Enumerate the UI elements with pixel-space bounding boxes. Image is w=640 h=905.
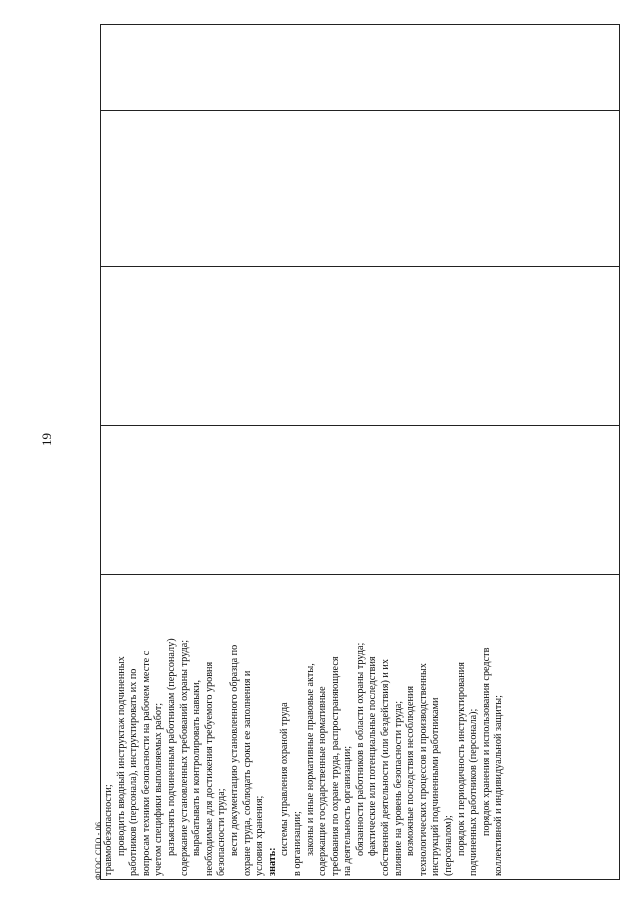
requirement-line: возможные последствия несоблюдения bbox=[405, 685, 417, 856]
requirement-line: условия хранения; bbox=[254, 795, 266, 876]
page-number: 19 bbox=[39, 433, 54, 446]
requirement-line: порядок и периодичность инструктирования bbox=[455, 662, 467, 856]
empty-cell bbox=[101, 25, 620, 111]
requirement-line: безопасности труда; bbox=[216, 788, 228, 876]
requirement-line: работников (персонала), инструктировать их по bbox=[128, 668, 140, 876]
requirement-line: на деятельность организации; bbox=[342, 745, 354, 876]
requirement-line: законы и иные нормативные правовые акты, bbox=[304, 663, 316, 856]
requirement-line: (персоналом); bbox=[443, 815, 455, 876]
requirement-line: подчиненных работников (персонала); bbox=[468, 708, 480, 876]
footer-code: ФГОС СПО - 06 bbox=[94, 821, 103, 880]
requirement-line: разъяснять подчиненным работникам (персоналу) bbox=[165, 638, 177, 856]
empty-cell bbox=[101, 267, 620, 426]
requirement-line: содержащие государственные нормативные bbox=[317, 686, 329, 876]
requirement-line: учетом специфики выполняемых работ; bbox=[153, 702, 165, 876]
requirements-text bbox=[101, 575, 506, 879]
requirement-line: вести документацию установленного образца по bbox=[228, 644, 240, 856]
requirement-line: в организации; bbox=[291, 811, 303, 876]
requirement-line: порядок хранения и использования средств bbox=[480, 647, 492, 836]
requirement-line: содержание установленных требований охраны труда; bbox=[178, 639, 190, 876]
requirement-line: требования по охране труда, распространяющиеся bbox=[329, 656, 341, 876]
requirement-line: коллективной и индивидуальной защиты; bbox=[493, 695, 505, 876]
empty-cell bbox=[101, 426, 620, 575]
requirement-line: инструкций подчиненными работниками bbox=[430, 697, 442, 876]
requirement-line: фактические или потенциальные последствия bbox=[367, 656, 379, 856]
requirement-line: проводить вводный инструктаж подчиненных bbox=[115, 656, 127, 856]
requirement-line: обязанности работников в области охраны труда; bbox=[354, 642, 366, 856]
requirement-line: вырабатывать и контролировать навыки, bbox=[191, 679, 203, 856]
requirement-line: травмобезопасности; bbox=[103, 784, 114, 876]
landscape-page bbox=[100, 30, 620, 880]
requirement-line: влияние на уровень безопасности труда; bbox=[392, 700, 404, 876]
requirement-line: вопросам техники безопасности на рабочем месте с bbox=[140, 650, 152, 876]
empty-cell bbox=[101, 111, 620, 267]
table-row bbox=[101, 25, 620, 880]
section-heading-know: знать: bbox=[266, 847, 278, 876]
requirement-line: охране труда, соблюдать сроки ее заполнения и bbox=[241, 670, 253, 876]
requirement-line: технологических процессов и производственных bbox=[417, 663, 429, 876]
standard-table bbox=[100, 24, 620, 880]
requirement-line: необходимые для достижения требуемого уровня bbox=[203, 661, 215, 876]
requirements-cell bbox=[101, 575, 620, 880]
requirement-line: системы управления охраной труда bbox=[279, 702, 291, 856]
requirement-line: собственной деятельности (или бездействия) и их bbox=[380, 659, 392, 876]
